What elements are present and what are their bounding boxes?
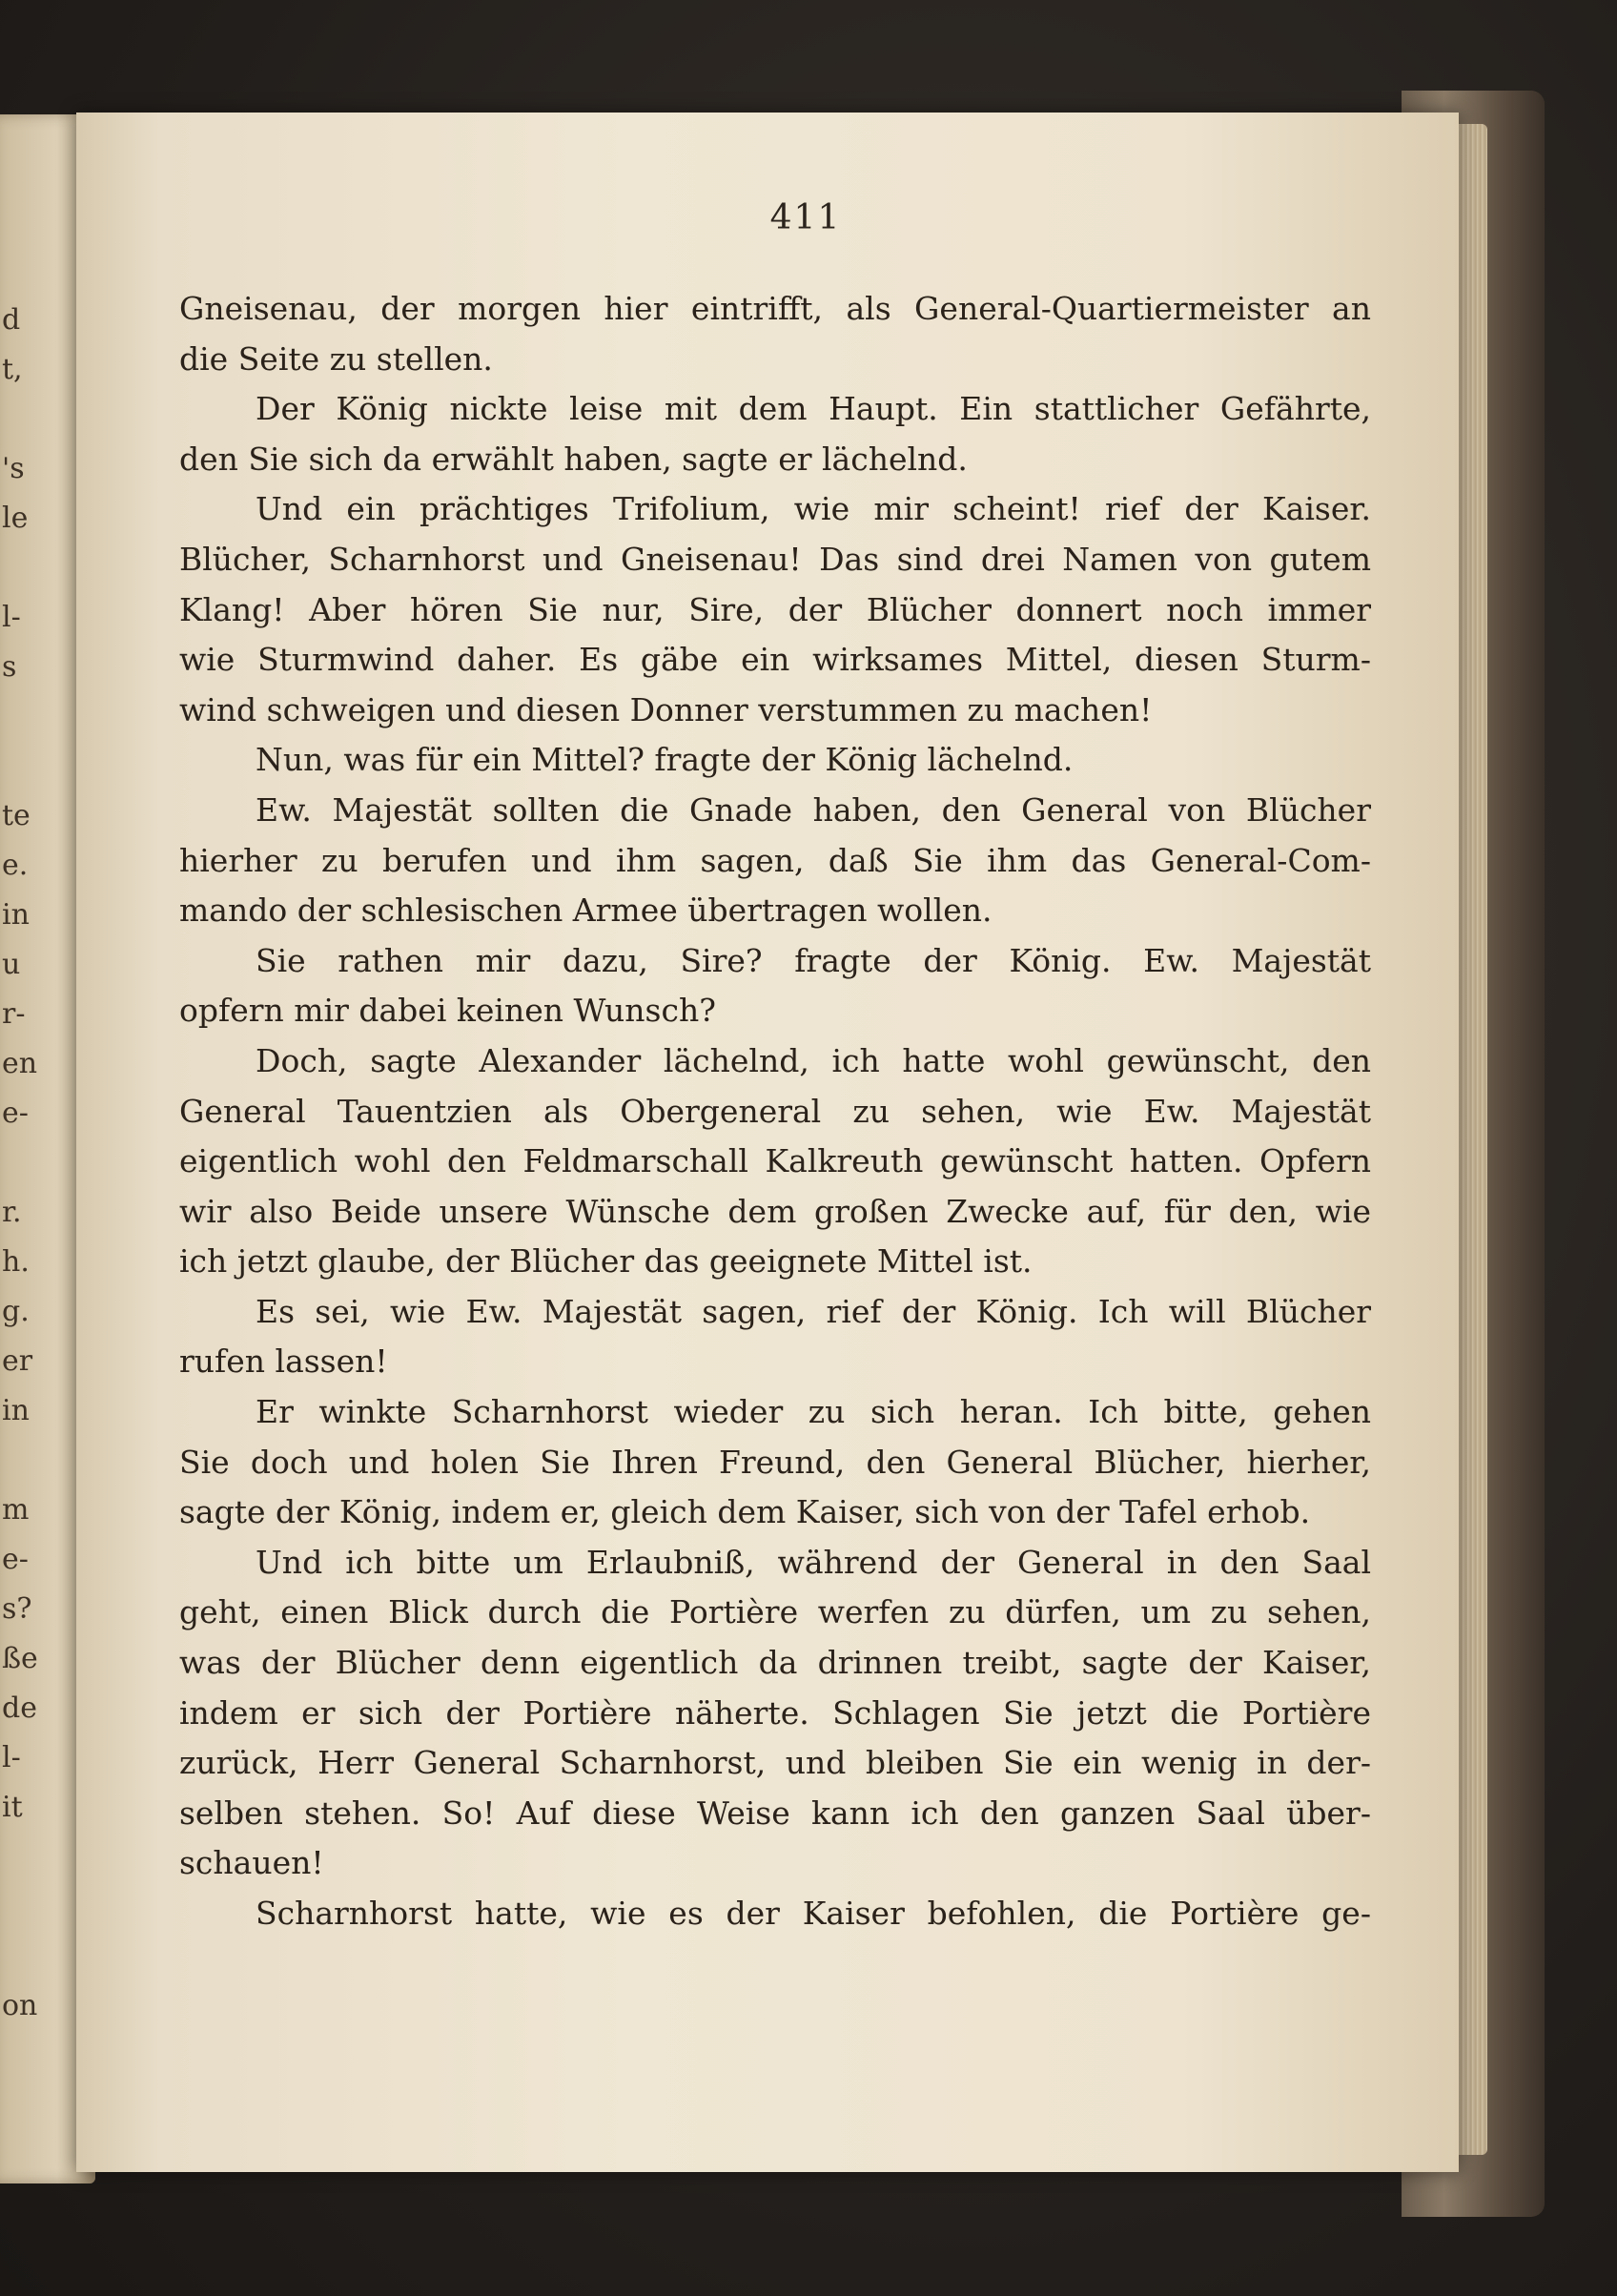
text-line: General Tauentzien als Obergeneral zu sehen, wie Ew. Majestät [179,1092,1371,1130]
left-page-fragment [2,1138,40,1188]
left-page-fragment: in [2,898,30,932]
left-page-fragment: l- [2,1741,21,1774]
left-page-fragment: it [2,1791,23,1824]
text-line: Gneisenau, der morgen hier eintrifft, als General-Quartiermeister an [179,290,1371,327]
text-line: Nun, was für ein Mittel? fragte der König lächelnd. [256,741,1074,779]
text-line: Ew. Majestät sollten die Gnade haben, den General von Blücher [256,790,1371,829]
left-page-fragment: er [2,1344,33,1378]
text-line: wind schweigen und diesen Donner verstummen zu machen! [179,690,1153,728]
left-page-fragment [2,1932,40,1981]
left-page-fragment [2,543,40,593]
text-line: den Sie sich da erwählt haben, sagte er lächelnd. [179,440,968,478]
text-line: hierher zu berufen und ihm sagen, daß Sie ihm das General-Com- [179,841,1371,879]
text-line: Sie doch und holen Sie Ihren Freund, den General Blücher, hierher, [179,1443,1371,1481]
text-line: Scharnhorst hatte, wie es der Kaiser befohlen, die Portière ge- [256,1895,1371,1932]
left-page-fragment: in [2,1394,30,1427]
left-page-fragment [2,692,40,742]
text-line: Klang! Aber hören Sie nur, Sire, der Blücher donnert noch immer [179,590,1371,628]
left-page-fragment: m [2,1493,30,1527]
left-page-fragment: ße [2,1642,38,1675]
left-page-fragment [2,742,40,791]
left-page-fragment: te [2,799,31,832]
text-line: Sie rathen mir dazu, Sire? fragte der König. Ew. Majestät [256,941,1371,979]
text-line: Und ich bitte um Erlaubniß, während der General in den Saal [256,1543,1371,1581]
text-line: schauen! [179,1844,324,1882]
text-line: selben stehen. So! Auf diese Weise kann ich den ganzen Saal über- [179,1794,1371,1832]
text-line: Es sei, wie Ew. Majestät sagen, rief der König. Ich will Blücher [256,1292,1371,1330]
text-line: rufen lassen! [179,1343,388,1381]
text-line: indem er sich der Portière näherte. Schlagen Sie jetzt die Portière [179,1693,1371,1732]
left-page-fragment: r- [2,997,26,1031]
text-line: sagte der König, indem er, gleich dem Kaiser, sich von der Tafel erhob. [179,1493,1311,1531]
text-line: mando der schlesischen Armee übertragen wollen. [179,892,993,930]
text-line: wie Sturmwind daher. Es gäbe ein wirksames Mittel, diesen Sturm- [179,641,1371,679]
left-page-fragment: s [2,650,17,684]
left-page-fragment [2,1833,40,1882]
left-page-fragment: de [2,1691,37,1725]
text-line: zurück, Herr General Scharnhorst, und bleiben Sie ein wenig in der- [179,1744,1371,1782]
right-page [76,113,1459,2172]
left-page-fragment: on [2,1989,38,2022]
text-line: Doch, sagte Alexander lächelnd, ich hatte wohl gewünscht, den [256,1041,1371,1079]
text-line: was der Blücher denn eigentlich da drinnen treibt, sagte der Kaiser, [179,1644,1371,1682]
left-page-fragment: d [2,303,21,337]
text-line: Er winkte Scharnhorst wieder zu sich heran. Ich bitte, gehen [256,1393,1371,1431]
left-page-fragment [2,395,40,444]
text-line: geht, einen Blick durch die Portière werfen zu dürfen, um zu sehen, [179,1593,1371,1631]
left-page-text-fragments [2,296,40,2031]
left-page-fragment: h. [2,1245,30,1279]
text-line: opfern mir dabei keinen Wunsch? [179,992,716,1030]
left-page-fragment: s? [2,1592,32,1626]
left-page-fragment: en [2,1047,38,1080]
text-line: die Seite zu stellen. [179,339,493,378]
text-line: eigentlich wohl den Feldmarschall Kalkreuth gewünscht hatten. Opfern [179,1142,1371,1180]
left-page-fragment: e- [2,1543,29,1576]
left-page-fragment: 's [2,452,25,485]
left-page-fragment: e. [2,849,29,882]
left-page-fragment: l- [2,601,21,634]
left-page-fragment: le [2,502,29,535]
body-text [179,284,1371,1939]
left-page-fragment: e- [2,1097,29,1130]
left-page-fragment: g. [2,1295,30,1328]
text-line: wir also Beide unsere Wünsche dem großen Zwecke auf, für den, wie [179,1192,1371,1230]
text-line: Und ein prächtiges Trifolium, wie mir scheint! rief der Kaiser. [256,490,1371,528]
left-page-fragment [2,1882,40,1932]
left-page-fragment: u [2,948,21,981]
text-line: ich jetzt glaube, der Blücher das geeignete Mittel ist. [179,1242,1033,1281]
left-page-fragment [2,1436,40,1486]
text-line: Der König nickte leise mit dem Haupt. Ein stattlicher Gefährte, [256,390,1371,428]
left-page-fragment: r. [2,1196,22,1229]
page-number: 411 [769,198,842,237]
text-line: Blücher, Scharnhorst und Gneisenau! Das sind drei Namen von gutem [179,540,1371,578]
left-page-fragment: t, [2,353,23,386]
